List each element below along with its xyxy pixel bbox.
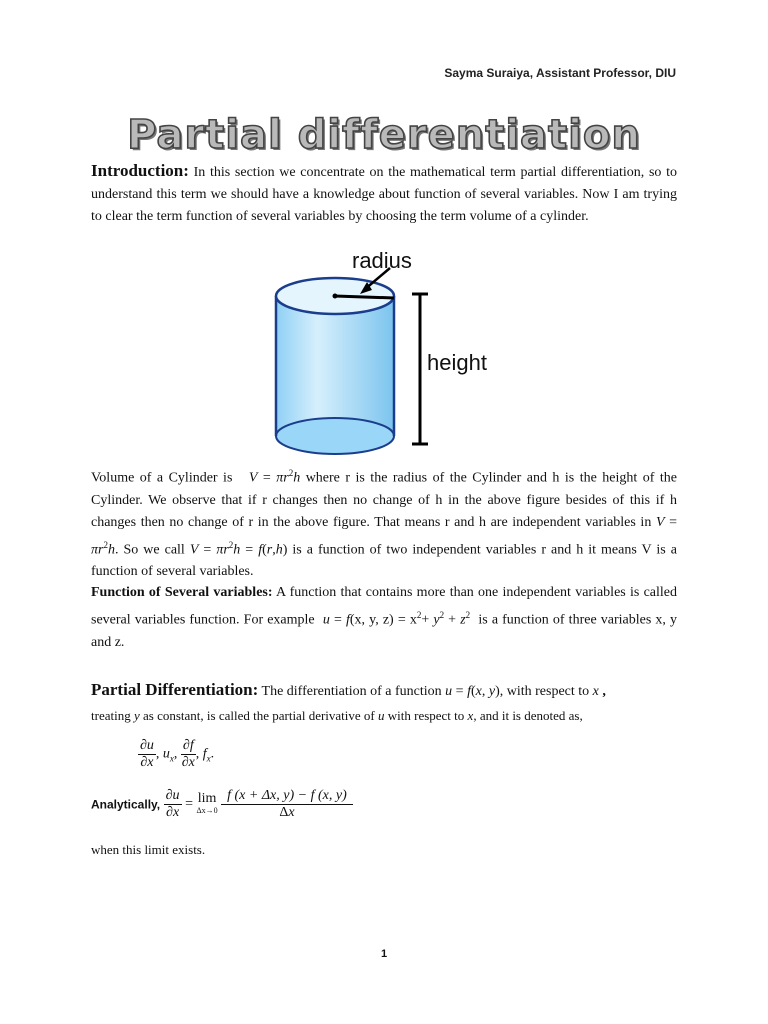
volume-formula: V — [248, 470, 258, 486]
lim-subscript: Δx→0 — [196, 805, 218, 815]
derivative-notation: $\frac{\partial u}{\partial x}$ , $u_x$, $\frac{\partial f}{\partial x}$ , $f_x$. — [140, 738, 215, 770]
page-title: Partial differentiation — [127, 112, 641, 158]
volume-text-2: where r is the radius of the Cylinder and h is the height of the Cylinder. We observe that if r changes then no change of h in the above figure besides of this if h changes then no change of r in the above figure. That means r and h are independent variables in — [91, 470, 677, 530]
intro-heading: Introduction: — [91, 161, 189, 180]
cylinder-body — [276, 296, 394, 436]
height-label: height — [427, 350, 487, 375]
intro-text: In this section we concentrate on the mathematical term partial differentiation, so to understand this term we should have a knowledge about function of several variables. Now I am trying to clear the term function of several variables by choosing the term volume of a cylinder. — [91, 165, 678, 224]
radius-label: radius — [352, 248, 412, 273]
cylinder-base — [276, 418, 394, 454]
intro-paragraph — [91, 160, 677, 228]
partial-paragraph: Partial Differentiation: The differentiation of a function u = f(x, y), with respect to x , treating y as constant, is called the partial derivative of u with respect to x, and it is denoted as, — [91, 680, 606, 723]
volume-text-1: Volume of a Cylinder is — [91, 470, 233, 486]
lim-label: lim — [197, 790, 217, 806]
several-paragraph: Function of Several variables: A function that contains more than one independent variables is called several variables function. For example u = f(x, y, $z) = x^2+ y^2 + z^2$ is a function of three variables x, y and z. — [91, 585, 678, 650]
page-number: 1 — [380, 948, 388, 960]
analytically-label: Analytically, — [91, 797, 161, 812]
volume-paragraph: Volume of a Cylinder is $V = \pi r^2h$ where r is the radius of the Cylinder and h is the height of the Cylinder. We observe that if r changes then no change of h in the above figure besides of this if h changes then no change of r in the above figure. That means r and h are independent variables in $V = \pi r^2h$. So we call $V = \pi r^2h = f(r,h)$ is a function of two independent variables r and h it means V is a function of several variables. — [91, 468, 677, 580]
several-heading: Function of Several variables: — [91, 585, 273, 600]
several-text-2: is a function of three variables x, y and z. — [91, 612, 678, 650]
several-text-1: A function that contains more than one independent variables is called several variables function. For example — [91, 585, 677, 628]
partial-text-1: The differentiation of a function — [261, 684, 442, 699]
limit-note: when this limit exists. — [91, 842, 206, 857]
radius-line — [335, 296, 394, 298]
author-header: Sayma Suraiya, Assistant Professor, DIU — [444, 66, 676, 80]
volume-text-3: . So we call — [114, 542, 185, 558]
partial-heading: Partial Differentiation: — [91, 680, 259, 699]
analytic-definition: Analytically, $\frac{\partial u}{\partial x}$ = lim Δx→0 $\frac{f (x + \Delta x, y) - f (x, y)}{\Delta x}$ — [91, 788, 353, 821]
volume-text-4: is a function of two independent variables r and h it means V is a function of several variables. — [91, 542, 677, 580]
partial-text-2: , with respect to — [499, 684, 590, 699]
